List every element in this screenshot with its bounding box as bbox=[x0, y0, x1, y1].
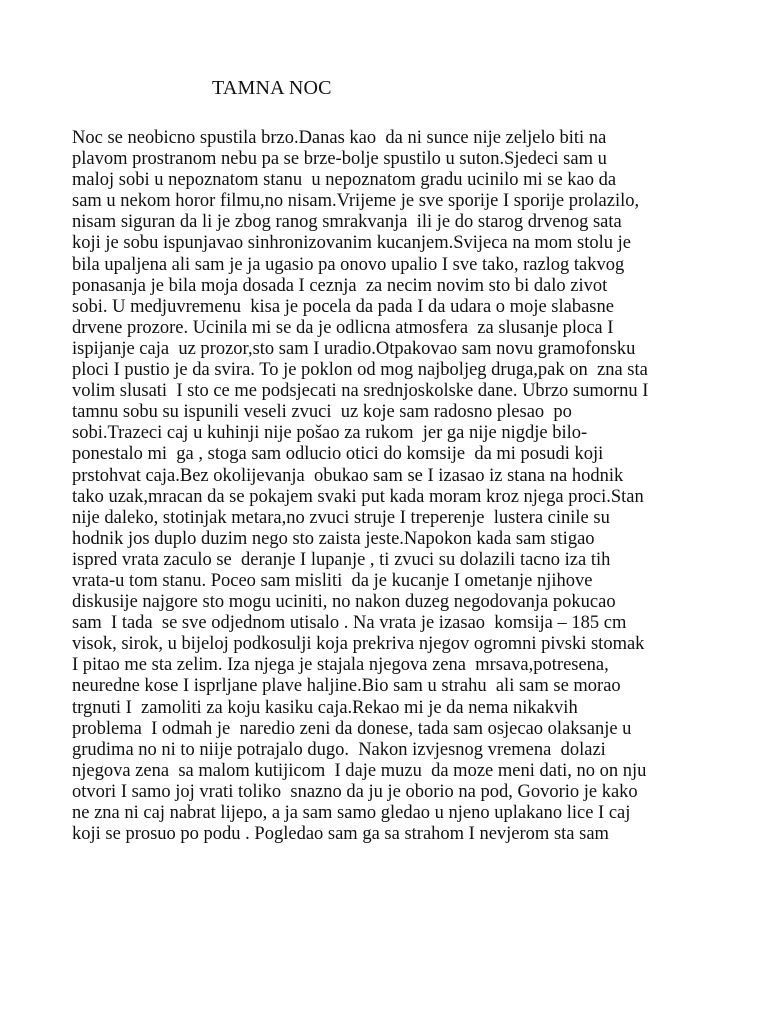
text-line: koji je sobu ispunjavao sinhronizovanim kucanjem.Svijeca na mom stolu je bbox=[72, 233, 632, 254]
text-line: problema I odmah je naredio zeni da donese, tada sam osjecao olaksanje u bbox=[72, 718, 632, 739]
text-line: neuredne kose I isprljane plave haljine.Bio sam u strahu ali sam se morao bbox=[72, 676, 621, 697]
text-line: ne zna ni caj nabrat lijepo, a ja sam samo gledao u njeno uplakano lice I caj bbox=[72, 803, 631, 823]
text-line: ploci I pustio je da svira. To je poklon od mog najboljeg druga,pak on zna sta bbox=[72, 360, 648, 381]
text-line: I pitao me sta zelim. Iza njega je stajala njegova zena mrsava,potresena, bbox=[72, 655, 609, 676]
text-line: drvene prozore. Ucinila mi se da je odlicna atmosfera za slusanje ploca I bbox=[72, 317, 614, 338]
text-line: sobi. U medjuvremenu kisa je pocela da pada I da udara o moje slabasne bbox=[72, 296, 614, 317]
text-line: ponasanja je bila moja dosada I ceznja za necim novim sto bi dalo zivot bbox=[72, 275, 608, 296]
text-line: nije daleko, stotinjak metara,no zvuci struje I treperenje lustera cinile su bbox=[72, 507, 610, 528]
text-line: plavom prostranom nebu pa se brze-bolje spustilo u suton.Sjedeci sam u bbox=[72, 149, 607, 170]
text-line: sam u nekom horor filmu,no nisam.Vrijeme je sve sporije I sporije prolazilo, bbox=[72, 191, 640, 212]
document-body bbox=[72, 128, 768, 845]
text-line: diskusije najgore sto mogu uciniti, no nakon duzeg negodovanja pokucao bbox=[72, 592, 616, 613]
document-title: TAMNA NOC bbox=[212, 77, 332, 99]
text-line: njegova zena sa malom kutijicom I daje muzu da moze meni dati, no on nju bbox=[72, 760, 647, 781]
text-line: koji se prosuo po podu . Pogledao sam ga sa strahom I nevjerom sta sam bbox=[72, 824, 609, 845]
text-line: ispred vrata zaculo se deranje I lupanje , ti zvuci su dolazili tacno iza tih bbox=[72, 549, 611, 570]
text-line: ispijanje caja uz prozor,sto sam I uradio.Otpakovao sam novu gramofonsku bbox=[72, 338, 636, 359]
text-line: nisam siguran da li je zbog ranog smrakvanja ili je do starog drvenog sata bbox=[72, 212, 622, 233]
text-line: Noc se neobicno spustila brzo.Danas kao da ni sunce nije zeljelo biti na bbox=[72, 128, 607, 148]
text-line: volim slusati I sto ce me podsjecati na srednjoskolske dane. Ubrzo sumornu I bbox=[72, 381, 649, 402]
text-line: hodnik jos duplo duzim nego sto zaista jeste.Napokon kada sam stigao bbox=[72, 528, 595, 549]
text-line: sam I tada se sve odjednom utisalo . Na vrata je izasao komsija – 185 cm bbox=[72, 613, 627, 634]
text-line: tamnu sobu su ispunili veseli zvuci uz koje sam radosno plesao po bbox=[72, 402, 572, 423]
text-line: tako uzak,mracan da se pokajem svaki put kada moram kroz njega proci.Stan bbox=[72, 486, 644, 507]
text-line: visok, sirok, u bijeloj podkosulji koja prekriva njegov ogromni pivski stomak bbox=[72, 634, 645, 655]
text-line: bila upaljena ali sam je ja ugasio pa onovo upalio I sve tako, razlog takvog bbox=[72, 254, 625, 275]
text-line: maloj sobi u nepoznatom stanu u nepoznatom gradu ucinilo mi se kao da bbox=[72, 170, 617, 191]
text-line: grudima no ni to niije potrajalo dugo. Nakon izvjesnog vremena dolazi bbox=[72, 739, 606, 760]
text-line: ponestalo mi ga , stoga sam odlucio otici do komsije da mi posudi koji bbox=[72, 444, 604, 465]
text-line: sobi.Trazeci caj u kuhinji nije pošao za rukom jer ga nije nigdje bilo- bbox=[72, 423, 588, 444]
text-line: prstohvat caja.Bez okolijevanja obukao sam se I izasao iz stana na hodnik bbox=[72, 465, 624, 486]
text-line: trgnuti I zamoliti za koju kasiku caja.Rekao mi je da nema nikakvih bbox=[72, 697, 578, 718]
text-line: otvori I samo joj vrati toliko snazno da ju je oborio na pod, Govorio je kako bbox=[72, 781, 638, 802]
text-line: vrata-u tom stanu. Poceo sam misliti da je kucanje I ometanje njihove bbox=[72, 570, 593, 591]
